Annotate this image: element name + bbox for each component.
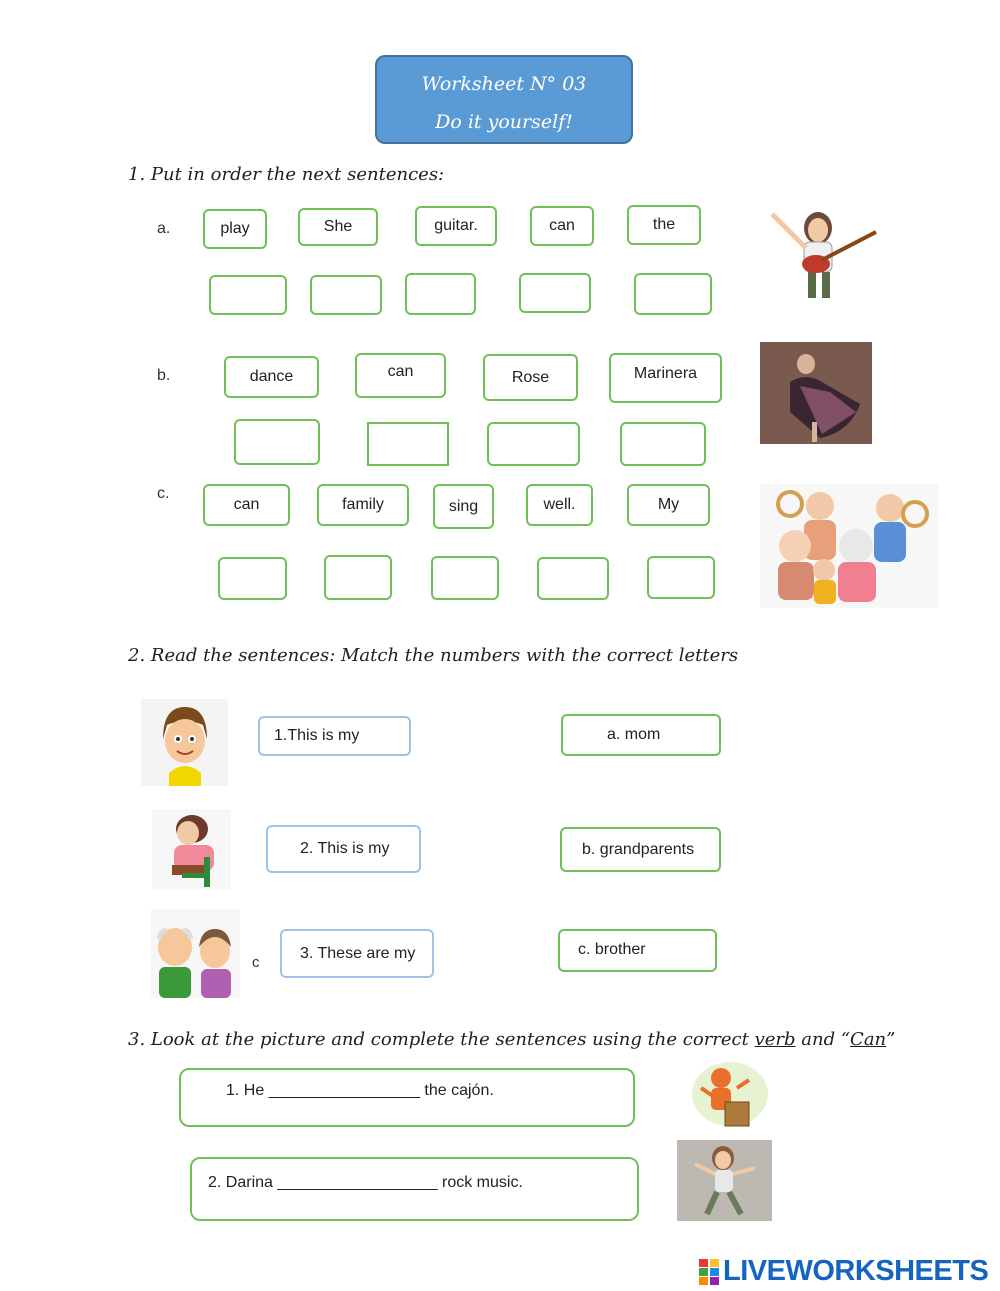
singing-family-image <box>760 484 938 608</box>
item-b-label: b. <box>157 367 171 384</box>
logo-icon <box>698 1258 720 1286</box>
word-tile[interactable]: sing <box>433 484 494 529</box>
brother-image <box>141 699 228 786</box>
word-tile[interactable]: family <box>317 484 409 526</box>
girl-guitar-image <box>760 200 880 308</box>
word-tile[interactable]: guitar. <box>415 206 497 246</box>
match-answer-b[interactable]: b. grandparents <box>560 827 721 872</box>
answer-blank[interactable] <box>324 555 392 600</box>
complete-sentence-1[interactable]: 1. He _________________ the cajón. <box>179 1068 635 1127</box>
word-tile[interactable]: Marinera <box>609 353 722 403</box>
answer-blank[interactable] <box>634 273 712 315</box>
word-tile[interactable]: well. <box>526 484 593 526</box>
grandparents-image <box>151 909 240 998</box>
answer-blank[interactable] <box>310 275 382 315</box>
brand-name: LIVEWORKSHEETS <box>723 1255 989 1287</box>
section3-heading: 3. Look at the picture and complete the sentences using the correct verb and “Can” <box>128 1029 896 1050</box>
dancer-image <box>760 342 872 444</box>
section1-heading: 1. Put in order the next sentences: <box>128 164 445 185</box>
word-tile[interactable]: play <box>203 209 267 249</box>
answer-blank[interactable] <box>519 273 591 313</box>
answer-blank[interactable] <box>405 273 476 315</box>
girl-dancing-image <box>677 1140 772 1221</box>
answer-blank[interactable] <box>487 422 580 466</box>
answer-blank[interactable] <box>234 419 320 465</box>
match-answer-a[interactable]: a. mom <box>561 714 721 756</box>
match-sentence-1: 1.This is my <box>258 716 411 756</box>
word-tile[interactable]: dance <box>224 356 319 398</box>
answer-blank[interactable] <box>209 275 287 315</box>
answer-blank[interactable] <box>647 556 715 599</box>
answer-blank[interactable] <box>620 422 706 466</box>
word-tile[interactable]: can <box>355 353 446 398</box>
worksheet-subtitle: Do it yourself! <box>435 111 573 133</box>
word-tile[interactable]: Rose <box>483 354 578 401</box>
word-tile[interactable]: She <box>298 208 378 246</box>
answer-blank[interactable] <box>537 557 609 600</box>
mom-image <box>152 809 231 890</box>
match-answer-c[interactable]: c. brother <box>558 929 717 972</box>
section2-heading: 2. Read the sentences: Match the numbers with the correct letters <box>128 645 739 666</box>
liveworksheets-logo <box>698 1255 988 1288</box>
word-tile[interactable]: can <box>203 484 290 526</box>
item-a-label: a. <box>157 220 171 237</box>
boy-cajon-image <box>687 1058 773 1132</box>
word-tile[interactable]: the <box>627 205 701 245</box>
answer-blank[interactable] <box>367 422 449 466</box>
answer-blank[interactable] <box>218 557 287 600</box>
match-sentence-3: 3. These are my <box>280 929 434 978</box>
complete-sentence-2[interactable]: 2. Darina __________________ rock music. <box>190 1157 639 1221</box>
word-tile[interactable]: My <box>627 484 710 526</box>
worksheet-title: Worksheet N° 03 <box>421 73 587 95</box>
worksheet-title-box <box>375 55 633 144</box>
match-sentence-2: 2. This is my <box>266 825 421 873</box>
answer-blank[interactable] <box>431 556 499 600</box>
item-c-label: c. <box>157 485 170 502</box>
stray-letter: c <box>252 954 260 971</box>
word-tile[interactable]: can <box>530 206 594 246</box>
